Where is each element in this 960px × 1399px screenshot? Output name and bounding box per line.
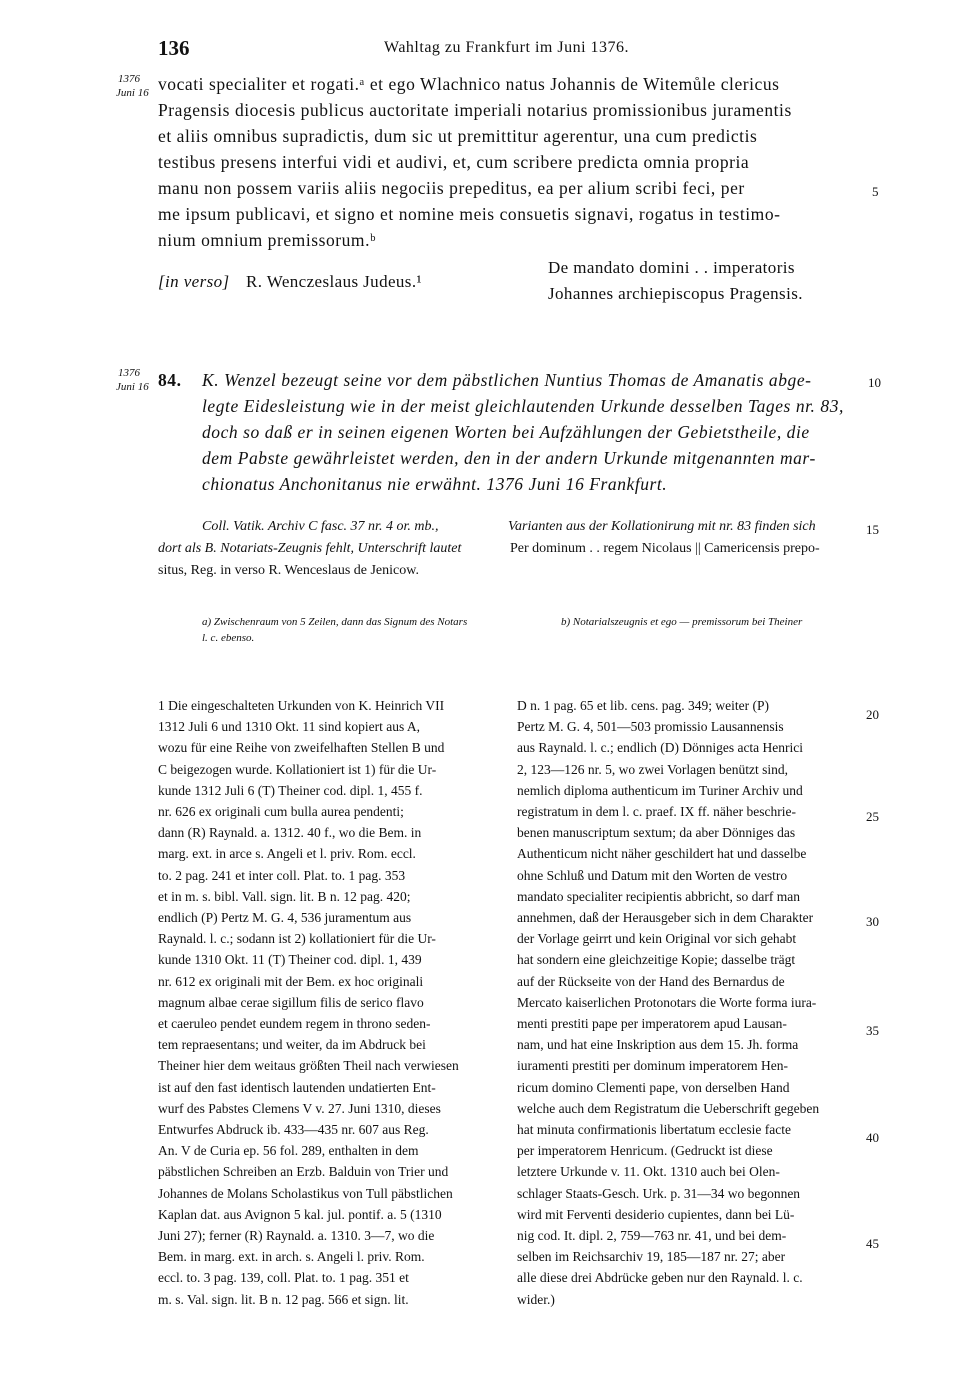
notarial-line-3: et aliis omnibus supradictis, dum sic ut premittitur agerentur, una cum predictis <box>158 126 758 146</box>
source-note-1a: Coll. Vatik. Archiv C fasc. 37 nr. 4 or. mb., <box>202 519 439 534</box>
textual-note-b-1: b) Notarialszeugnis et ego — premissorum bei Theiner <box>561 616 803 628</box>
footnote-right-line: alle diese drei Abdrücke geben nur den Raynald. l. c. <box>517 1270 803 1286</box>
line-number: 35 <box>866 1023 879 1038</box>
footnote-right-line: registratum in dem l. c. praef. IX ff. näher beschrie- <box>517 804 797 819</box>
regest-line-2: legte Eidesleistung wie in der meist gleichlautenden Urkunde desselben Tages nr. 83, <box>202 396 844 416</box>
regest-line-4: dem Pabste gewährleistet werden, den in der andern Urkunde mitgenannten mar- <box>202 448 816 468</box>
source-note-2b: Per dominum . . regem Nicolaus || Camericensis prepo- <box>510 541 820 556</box>
notarial-line-5: manu non possem variis aliis negociis prepeditus, ea per alium scribi feci, per <box>158 178 745 198</box>
source-note-3: situs, Reg. in verso R. Wenceslaus de Jenicow. <box>158 563 419 578</box>
running-title: Wahltag zu Frankfurt im Juni 1376. <box>384 39 630 56</box>
margin-date-year: 1376 <box>118 73 140 85</box>
regest-line-3: doch so daß er in seinen eigenen Worten bei Aufzählungen der Gebietstheile, die <box>202 422 810 442</box>
regest-line-5: chionatus Anchonitanus nie erwähnt. 1376 Juni 16 Frankfurt. <box>202 474 668 494</box>
footnote-right-line: welche auch dem Registratum die Ueberschrift gegeben <box>517 1100 820 1116</box>
footnote-left-line: wurf des Pabstes Clemens V v. 27. Juni 1310, dieses <box>158 1100 441 1116</box>
footnote-left-line: An. V de Curia ep. 56 fol. 289, enthalten in dem <box>158 1143 419 1159</box>
footnote-left-line: marg. ext. in arce s. Angeli et l. priv. Rom. eccl. <box>158 846 416 862</box>
footnote-right-line: nemlich diploma authenticum im Turiner Archiv und <box>517 782 803 798</box>
footnote-left-line: Raynald. l. c.; sodann ist 2) kollationiert für die Ur- <box>158 931 436 947</box>
footnote-right-line: Authenticum nicht näher geschildert hat und dasselbe <box>517 846 807 862</box>
footnote-left-line: Kaplan dat. aus Avignon 5 kal. jul. pontif. a. 5 (1310 <box>158 1206 442 1222</box>
textual-note-a-2: l. c. ebenso. <box>202 632 255 644</box>
doc-margin-day: Juni 16 <box>116 381 149 393</box>
margin-date-day: Juni 16 <box>116 87 149 99</box>
footnote-left-line: 1312 Juli 6 und 1310 Okt. 11 sind kopiert aus A, <box>158 719 420 735</box>
notarial-line-2: Pragensis diocesis publicus auctoritate imperiali notarius promissionibus juramentis <box>158 100 792 120</box>
footnote-left-line: C beigezogen wurde. Kollationiert ist 1) für die Ur- <box>158 761 437 777</box>
notarial-line-4: testibus presens interfui vidi et audivi, et, cum scribere predicta omnia propria <box>158 152 750 172</box>
source-note-2a: dort als B. Notariats-Zeugnis fehlt, Unterschrift lautet <box>158 541 462 556</box>
line-number: 30 <box>866 914 879 929</box>
footnote-right-line: annehmen, daß der Herausgeber sich in dem Charakter <box>517 910 814 925</box>
footnote-left-line: Johannes de Molans Scholastikus von Tull päbstlichen <box>158 1185 453 1201</box>
line-number: 25 <box>866 809 879 824</box>
footnote-right-line: ohne Schluß und Datum mit den Worten de vestro <box>517 867 788 883</box>
footnote-right-line: 2, 123—126 nr. 5, wo zwei Vorlagen benützt sind, <box>517 761 788 777</box>
footnote-left-line: kunde 1312 Juli 6 (T) Theiner cod. dipl. 1, 455 f. <box>158 782 423 798</box>
notarial-line-1: vocati specialiter et rogati.ᵃ et ego Wlachnico natus Johannis de Witemůle clericus <box>158 74 780 94</box>
notarial-line-6: me ipsum publicavi, et signo et nomine meis consuetis signavi, rogatus in testimo- <box>158 204 781 224</box>
footnote-right-line: nig cod. It. dipl. 2, 759—763 nr. 41, und bei dem- <box>517 1228 787 1243</box>
footnote-right-line: Mercato kaiserlichen Protonotars die Worte forma iura- <box>517 994 817 1010</box>
footnote-left-line: endlich (P) Pertz M. G. 4, 536 juramentum aus <box>158 910 412 925</box>
footnote-left-line: Juni 27); ferner (R) Raynald. a. 1310. 3—7, wo die <box>158 1228 435 1243</box>
footnote-left-line: dann (R) Raynald. a. 1312. 40 f., wo die Bem. in <box>158 825 422 841</box>
footnote-right-line: wider.) <box>517 1291 555 1307</box>
verso-label: [in verso] <box>158 272 230 291</box>
footnote-right-line: schlager Staats-Gesch. Urk. p. 31—34 wo begonnen <box>517 1185 801 1201</box>
footnote-right-line: hat minuta confirmationis libertatum ecclesie facte <box>517 1122 792 1137</box>
footnote-left-line: m. s. Val. sign. lit. B n. 12 pag. 566 et sign. lit. <box>158 1291 409 1307</box>
doc-margin-year: 1376 <box>118 367 140 379</box>
line-number: 15 <box>866 522 879 537</box>
footnote-right-line: nam, und hat eine Inskription aus dem 15. Jh. forma <box>517 1037 799 1053</box>
footnote-right-line: iuramenti prestiti per dominum imperatorem Hen- <box>517 1058 789 1074</box>
page-number: 136 <box>158 36 190 60</box>
footnote-left-line: et caeruleo pendet eundem regem in throno seden- <box>158 1016 431 1031</box>
footnote-left-line: Theiner hier dem weitaus größten Theil nach verwiesen <box>158 1058 459 1074</box>
footnote-right-line: der Vorlage geirrt und kein Original vor sich gehabt <box>517 931 797 947</box>
footnote-left-line: eccl. to. 3 pag. 139, coll. Plat. to. 1 pag. 351 et <box>158 1270 409 1286</box>
footnote-right-line: menti prestiti pape per imperatorem apud Lausan- <box>517 1016 787 1031</box>
mandate-line-1: De mandato domini . . imperatoris <box>548 258 795 277</box>
verso-text: R. Wenczeslaus Judeus.¹ <box>246 272 422 291</box>
footnote-left-line: Entwurfes Abdruck ib. 433—435 nr. 607 aus Reg. <box>158 1122 429 1137</box>
footnote-right-line: aus Raynald. l. c.; endlich (D) Dönniges acta Henrici <box>517 740 804 756</box>
footnote-right-line: letztere Urkunde v. 11. Okt. 1310 auch bei Olen- <box>517 1164 780 1180</box>
regest-line-1: K. Wenzel bezeugt seine vor dem päbstlichen Nuntius Thomas de Amanatis abge- <box>202 370 812 390</box>
footnote-left-line: kunde 1310 Okt. 11 (T) Theiner cod. dipl. 1, 439 <box>158 952 422 968</box>
mandate-line-2: Johannes archiepiscopus Pragensis. <box>548 284 803 303</box>
footnote-right-line: auf der Rückseite von der Hand des Bernardus de <box>517 973 785 989</box>
footnote-left-line: 1 Die eingeschalteten Urkunden von K. Heinrich VII <box>158 698 445 713</box>
source-note-1b: Varianten aus der Kollationirung mit nr. 83 finden sich <box>508 519 816 534</box>
footnote-left-line: ist auf den fast identisch lautenden undatierten Ent- <box>158 1079 436 1095</box>
footnote-right-line: Pertz M. G. 4, 501—503 promissio Lausannensis <box>517 719 784 735</box>
footnote-left-line: wozu für eine Reihe von zweifelhaften Stellen B und <box>158 740 445 756</box>
footnote-right-line: selben im Reichsarchiv 19, 185—187 nr. 27; aber <box>517 1249 786 1265</box>
footnote-right-line: benen manuscriptum sextum; da aber Dönniges das <box>517 825 796 841</box>
footnote-right-line: ricum domino Clementi pape, von derselben Hand <box>517 1079 790 1095</box>
footnote-left-line: to. 2 pag. 241 et inter coll. Plat. to. 1 pag. 353 <box>158 867 406 883</box>
line-number: 45 <box>866 1236 879 1251</box>
footnote-right-line: hat sondern eine gleichzeitige Kopie; dasselbe trägt <box>517 952 796 968</box>
footnote-right-line: mandato specialiter recipientis abbricht, so darf man <box>517 888 801 904</box>
line-number: 40 <box>866 1130 879 1145</box>
line-number: 10 <box>868 375 881 390</box>
footnote-left-line: Bem. in marg. ext. in arch. s. Angeli l. priv. Rom. <box>158 1249 425 1265</box>
textual-note-a-1: a) Zwischenraum von 5 Zeilen, dann das Signum des Notars <box>202 616 468 628</box>
footnote-left-line: nr. 612 ex originali mit der Bem. ex hoc originali <box>158 973 424 989</box>
line-number: 5 <box>872 184 879 199</box>
footnote-left-line: päbstlichen Schreiben an Erzb. Balduin von Trier und <box>158 1164 449 1180</box>
footnote-left-line: magnum albae cerae sigillum filis de serico flavo <box>158 994 424 1010</box>
footnote-right-line: wird mit Ferventi desiderio cupientes, dann bei Lü- <box>517 1206 795 1222</box>
footnote-left-line: nr. 626 ex originali cum bulla aurea pendenti; <box>158 804 404 819</box>
document-number: 84. <box>158 370 182 390</box>
footnote-right-line: D n. 1 pag. 65 et lib. cens. pag. 349; weiter (P) <box>517 698 769 713</box>
footnote-left-line: et in m. s. bibl. Vall. sign. lit. B n. 12 pag. 420; <box>158 888 411 904</box>
footnote-left-line: tem repraesentans; und weiter, da im Abdruck bei <box>158 1037 426 1053</box>
notarial-line-7: nium omnium premissorum.ᵇ <box>158 230 376 250</box>
footnote-right-line: per imperatorem Henricum. (Gedruckt ist diese <box>517 1143 773 1159</box>
line-number: 20 <box>866 707 879 722</box>
